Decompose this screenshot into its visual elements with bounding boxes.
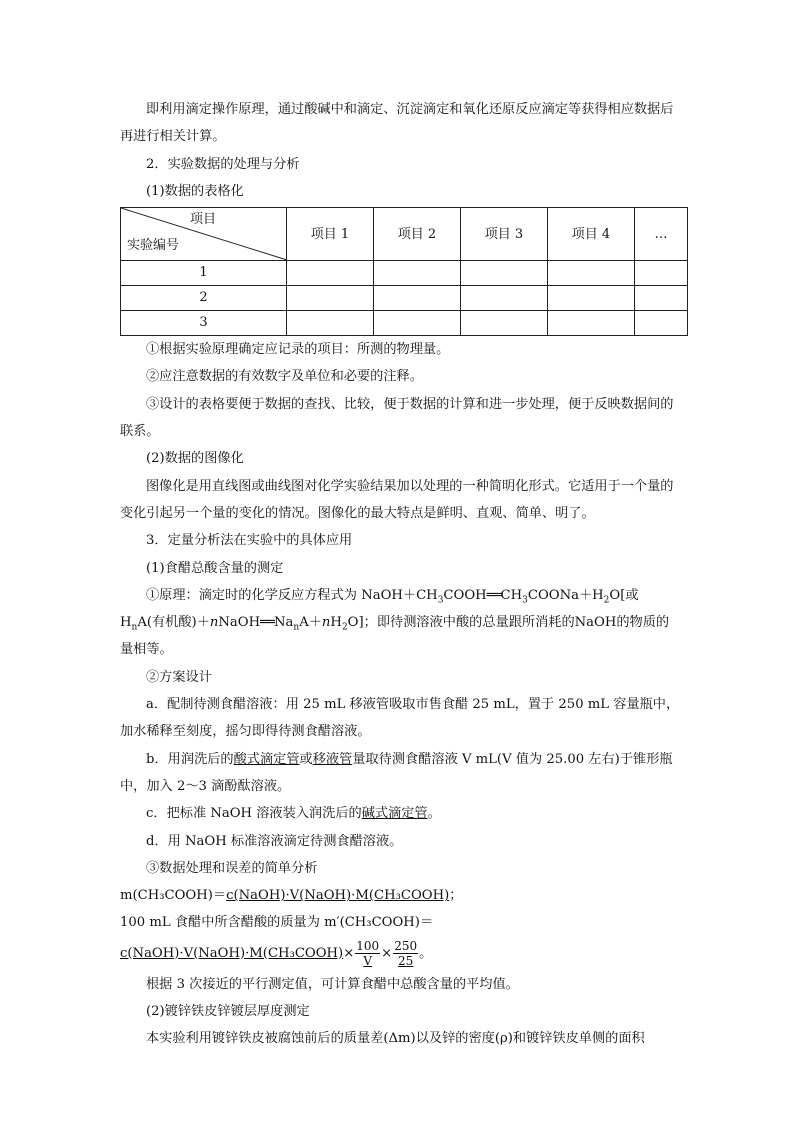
subsection-table-title: (1)数据的表格化 — [146, 183, 244, 199]
table-header-cell: 项目 3 — [461, 208, 548, 261]
intro-paragraph: 即利用滴定操作原理，通过酸碱中和滴定、沉淀滴定和氧化还原反应滴定等获得相应数据后再进行相关计算。 — [120, 102, 674, 145]
table-cell — [287, 311, 374, 336]
table-cell — [374, 286, 461, 311]
table-header-cell: 项目 2 — [374, 208, 461, 261]
note-1: ①根据实验原理确定应记录的项目：所测的物理量。 — [146, 342, 450, 358]
section-2-title: 2．实验数据的处理与分析 — [146, 156, 300, 172]
table-cell — [461, 311, 548, 336]
table-row — [121, 311, 688, 336]
table-header-row — [121, 208, 688, 261]
table-corner-cell — [121, 208, 287, 261]
table-header-cell: 项目 1 — [287, 208, 374, 261]
note-3: ③设计的表格要便于数据的查找、比较，便于数据的计算和进一步处理，便于反映数据间的联系。 — [120, 396, 674, 440]
table-cell — [635, 261, 688, 286]
table-cell — [461, 286, 548, 311]
formula-1: m(CH₃COOH)＝c(NaOH)·V(NaOH)·M(CH₃COOH)； — [120, 888, 463, 904]
analysis-title: ③数据处理和误差的简单分析 — [146, 860, 318, 876]
formula-3: c(NaOH)·V(NaOH)·M(CH₃COOH)× $\frac{100}{V}$ × $\frac{250}{25}$ 。 — [120, 938, 433, 968]
table-row — [121, 286, 688, 311]
zinc-paragraph: 本实验利用镀锌铁皮被腐蚀前后的质量差(Δm)以及锌的密度(ρ)和镀锌铁皮单侧的面积 — [146, 1031, 645, 1047]
table-header-cell: 项目 4 — [548, 208, 635, 261]
corner-label-experiment: 实验编号 — [127, 238, 180, 254]
step-c: c．把标准 NaOH 溶液装入润洗后的碱式滴定管。 — [146, 806, 441, 822]
table-cell — [635, 311, 688, 336]
table-header-cell: … — [635, 208, 688, 261]
table-cell — [461, 261, 548, 286]
section-3-title: 3．定量分析法在实验中的具体应用 — [146, 533, 353, 549]
table-cell — [374, 261, 461, 286]
fraction-100-over-v: $\frac{100}{V}$ — [356, 938, 380, 968]
table-cell — [548, 261, 635, 286]
note-2: ②应注意数据的有效数字及单位和必要的注释。 — [146, 369, 423, 385]
row-number: 1 — [121, 261, 287, 286]
table-cell — [374, 311, 461, 336]
table-row — [121, 261, 688, 286]
step-b: b．用润洗后的酸式滴定管或移液管量取待测食醋溶液 V mL(V 值为 25.00 左右)于锥形瓶中，加入 2～3 滴酚酞溶液。 — [120, 751, 673, 794]
fraction-250-over-25: $\frac{250}{25}$ — [394, 938, 418, 968]
plan-title: ②方案设计 — [146, 669, 212, 685]
image-paragraph: 图像化是用直线图或曲线图对化学实验结果加以处理的一种简明化形式。它适用于一个量的变化引起另一个量的变化的情况。图像化的最大特点是鲜明、直观、简单、明了。 — [120, 478, 674, 521]
table-cell — [635, 286, 688, 311]
row-number: 2 — [121, 286, 287, 311]
corner-label-item: 项目 — [189, 212, 216, 228]
data-table — [120, 207, 688, 336]
subsection-image-title: (2)数据的图像化 — [146, 451, 244, 467]
step-d: d．用 NaOH 标准溶液滴定待测食醋溶液。 — [146, 833, 403, 849]
formula-2-intro: 100 mL 食醋中所含醋酸的质量为 m′(CH₃COOH)＝ — [120, 915, 434, 931]
table-cell — [287, 261, 374, 286]
principle-paragraph: ①原理：滴定时的化学反应方程式为 $NaOH+CH_3COOH══CH_3COONa+H_2O$[或 $H_nA$(有机酸)$+nNaOH══Na_nA+nH_2O$]；即待测溶液中酸的总量跟所消耗的NaOH的物质的量相等。 — [120, 587, 670, 658]
table-cell — [548, 286, 635, 311]
subsection-zinc-title: (2)镀锌铁皮锌镀层厚度测定 — [146, 1004, 310, 1020]
subsection-vinegar-title: (1)食醋总酸含量的测定 — [146, 560, 284, 576]
document-page — [120, 96, 682, 1053]
table-cell — [548, 311, 635, 336]
average-paragraph: 根据 3 次接近的平行测定值，可计算食醋中总酸含量的平均值。 — [146, 976, 519, 992]
table-cell — [287, 286, 374, 311]
step-a: a．配制待测食醋溶液：用 25 mL 移液管吸取市售食醋 25 mL，置于 250 mL 容量瓶中，加水稀释至刻度，摇匀即得待测食醋溶液。 — [120, 697, 680, 740]
row-number: 3 — [121, 311, 287, 336]
